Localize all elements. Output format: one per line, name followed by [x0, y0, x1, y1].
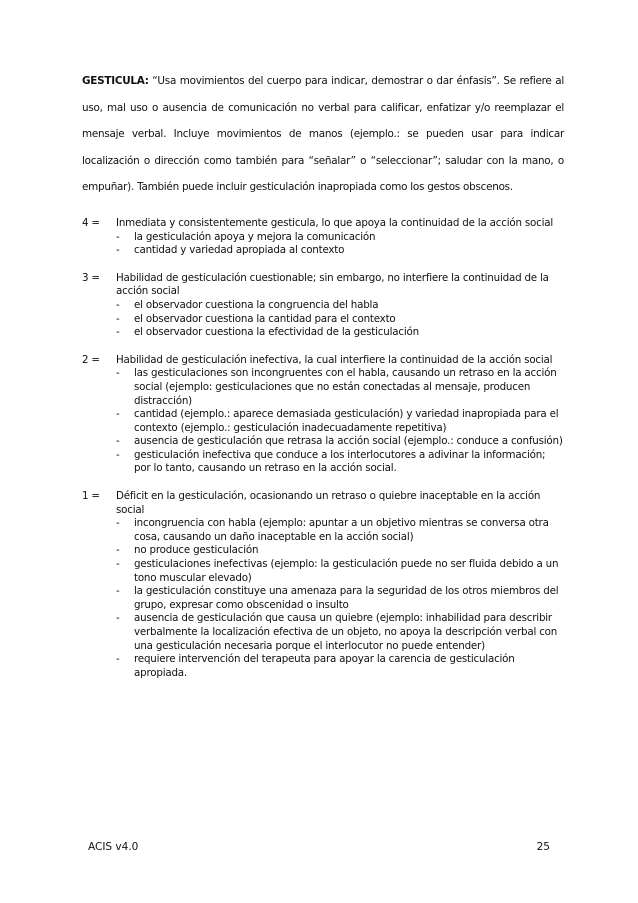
rating-level [82, 354, 564, 476]
rating-criterion: - cantidad y variedad apropiada al contexto [116, 244, 564, 258]
rating-description: Inmediata y consistentemente gesticula, lo que apoya la continuidad de la acción social [116, 216, 554, 229]
rating-criterion: - no produce gesticulación [116, 544, 564, 558]
rating-criterion: - el observador cuestiona la congruencia del habla [116, 299, 564, 313]
rating-criterion: - incongruencia con habla (ejemplo: apuntar a un objetivo mientras se conversa otra cosa, causando un daño inaceptable en la acción social) [116, 517, 564, 544]
rating-level [82, 490, 564, 680]
intro-paragraph [82, 68, 564, 201]
rating-score: 1 = [82, 490, 100, 503]
rating-criterion: - requiere intervención del terapeuta para apoyar la carencia de gesticulación apropiada. [116, 653, 564, 680]
intro-text: “Usa movimientos del cuerpo para indicar, demostrar o dar énfasis”. Se refiere al uso, mal uso o ausencia de comunicación no verbal para calificar, enfatizar y/o reemplazar el mensaje verbal. Incluye movimientos de manos (ejemplo.: se pueden usar para indicar localización o dirección como también para “señalar” o “seleccionar”; saludar con la mano, o empuñar). También puede incluir gesticulación inapropiada como los gestos obscenos. [82, 75, 564, 194]
rating-criterion: - ausencia de gesticulación que retrasa la acción social (ejemplo.: conduce a confusión) [116, 435, 564, 449]
rating-criterion: - el observador cuestiona la cantidad para el contexto [116, 313, 564, 327]
rating-criterion: - gesticulaciones inefectivas (ejemplo: la gesticulación puede no ser fluida debido a un tono muscular elevado) [116, 558, 564, 585]
rating-score: 2 = [82, 353, 100, 366]
rating-body [116, 217, 564, 258]
rating-criterion: - cantidad (ejemplo.: aparece demasiada gesticulación) y variedad inapropiada para el contexto (ejemplo.: gesticulación inadecuadamente repetitiva) [116, 408, 564, 435]
rating-body [116, 354, 564, 476]
rating-score: 4 = [82, 216, 100, 229]
rating-criteria-list [116, 299, 564, 340]
rating-levels [82, 217, 564, 680]
rating-criterion: - el observador cuestiona la efectividad de la gesticulación [116, 326, 564, 340]
page-number: 25 [536, 841, 550, 853]
rating-description: Déficit en la gesticulación, ocasionando un retraso o quiebre inaceptable en la acción social [116, 490, 541, 516]
document-page [82, 68, 564, 680]
footer-doc-name: ACIS v4.0 [88, 841, 139, 853]
rating-criteria-list [116, 367, 564, 476]
rating-criterion: - las gesticulaciones son incongruentes con el habla, causando un retraso en la acción social (ejemplo: gesticulaciones que no están conectadas al mensaje, producen distracción) [116, 367, 564, 408]
rating-description: Habilidad de gesticulación cuestionable; sin embargo, no interfiere la continuidad de la acción social [116, 271, 549, 298]
rating-criteria-list [116, 517, 564, 680]
rating-level [82, 272, 564, 340]
rating-score: 3 = [82, 271, 100, 284]
rating-body [116, 272, 564, 340]
rating-criterion: - gesticulación inefectiva que conduce a los interlocutores a adivinar la información; por lo tanto, causando un retraso en la acción social. [116, 449, 564, 476]
rating-body [116, 490, 564, 680]
rating-criteria-list [116, 231, 564, 258]
rating-criterion: - la gesticulación constituye una amenaza para la seguridad de los otros miembros del grupo, expresar como obscenidad o insulto [116, 585, 564, 612]
page-footer [88, 841, 550, 853]
rating-criterion: - la gesticulación apoya y mejora la comunicación [116, 231, 564, 245]
rating-criterion: - ausencia de gesticulación que causa un quiebre (ejemplo: inhabilidad para describir verbalmente la localización efectiva de un objeto, no apoya la descripción verbal con una gesticulación necesaria porque el interlocutor no puede entender) [116, 612, 564, 653]
rating-description: Habilidad de gesticulación inefectiva, la cual interfiere la continuidad de la acción social [116, 353, 553, 366]
intro-term: GESTICULA: [82, 75, 149, 87]
rating-level [82, 217, 564, 258]
